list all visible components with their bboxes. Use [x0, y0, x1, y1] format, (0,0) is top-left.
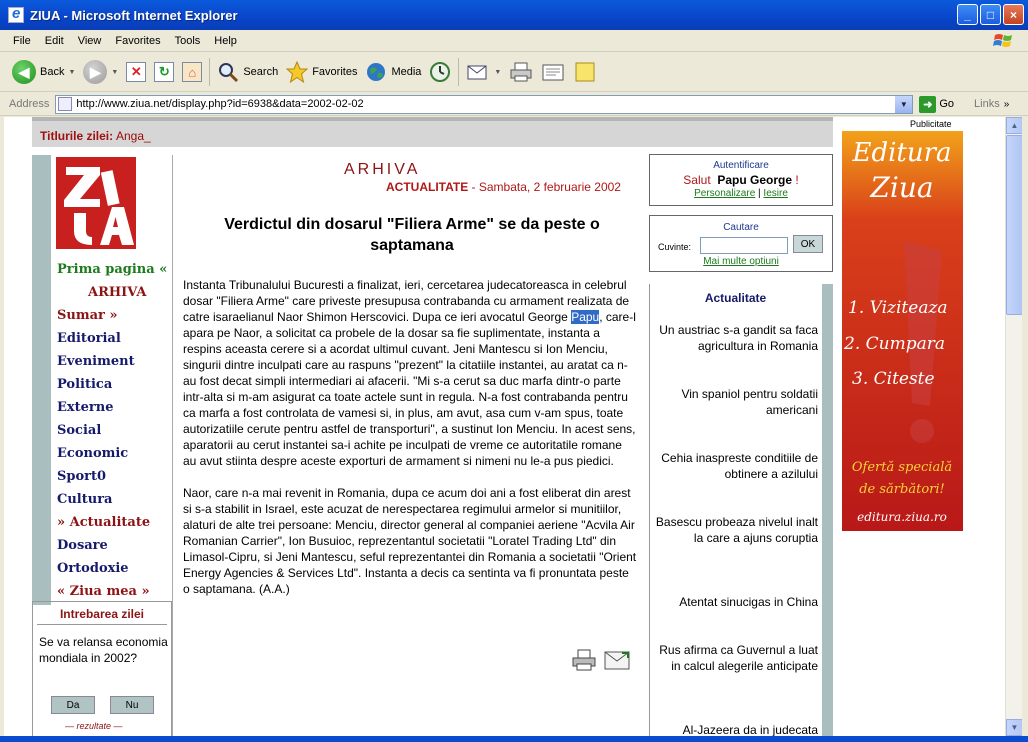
menu-view[interactable]: View: [77, 34, 102, 47]
menu-favorites[interactable]: Favorites: [115, 34, 161, 47]
article-paragraph: Instanta Tribunalului Bucuresti a finalizat, ieri, cercetarea judecatoreasca in celebrul dosar "Filiera Arme" care priveste presupusa contrabanda cu armament realizata de catre isaraelianul Naor Shimon Herscovici. Dupa ce ieri avocatul George Papu, care-l apara pe Naor, a solicitat ca probele de la dosar sa fie suplimentate, instanta a respins aceasta cerere si a acordat ultimul cuvant. Jeni Mantescu si Ion Menciu, singurii dintre inculpati care au raspuns "prezent" la citatiile instantei, au aratat ca n-au fost decat simpli intermediari ai afacerii. "Mi s-a cerut sa duc marfa dintr-o parte intr-alta si m-am asigurat ca toate actele sunt in regula. N-a fost contrabanda pentru ca marfa a fost controlata de vamesi si, in plus, am avut, asa cum v-am spus, toate autorizatiile cerute pentru astfel de transporturi", a sustinut Ion Menciu. In acest sens, aparatorii au cerut instantei sa-i achite pe inculpati de vreme ce autoritatile romane au avut stiinta despre aceste exporturi de armament si nimeni nu le-a pus piedici.: [183, 278, 636, 468]
login-links: Personalizare | Iesire: [694, 188, 788, 199]
related-news-item[interactable]: Al-Jazeera da in judecata: [682, 723, 818, 736]
print-button[interactable]: [505, 55, 537, 89]
editura-ziua-banner[interactable]: [842, 131, 963, 531]
banner-offer-2: de sărbători!: [859, 482, 945, 497]
nav-prima-pagina[interactable]: Prima pagina «: [57, 262, 168, 277]
poll-question: Se va relansa economia mondiala in 2002?: [39, 635, 168, 665]
article-headline: Verdictul din dosarul "Filiera Arme" se da peste o saptamana: [224, 216, 600, 254]
banner-artwork: [842, 131, 963, 531]
stop-button[interactable]: [122, 55, 150, 89]
refresh-button[interactable]: [150, 55, 178, 89]
search-ok-button[interactable]: OK: [793, 235, 823, 253]
nav-externe[interactable]: Externe: [57, 400, 114, 415]
personalize-link[interactable]: Personalizare: [694, 188, 756, 199]
banner-step-1: 1. Viziteaza: [848, 298, 948, 318]
favorites-label: Favorites: [312, 66, 358, 78]
chevron-down-icon[interactable]: ▼: [895, 96, 912, 113]
chevron-down-icon[interactable]: ▼: [494, 68, 502, 76]
related-news-item[interactable]: Basescu probeaza nivelul inalt la care a ajuns coruptia: [655, 515, 818, 545]
window-titlebar[interactable]: [0, 0, 1028, 30]
edit-document-icon: [541, 61, 565, 83]
go-button[interactable]: [919, 96, 954, 113]
scroll-thumb[interactable]: [1006, 135, 1023, 315]
mail-icon: [466, 61, 490, 83]
maximize-button[interactable]: □: [980, 4, 1001, 25]
go-arrow-icon: ➜: [919, 96, 936, 113]
mail-button[interactable]: [462, 55, 505, 89]
nav-arhiva[interactable]: ARHIVA: [88, 285, 147, 300]
nav-politica[interactable]: Politica: [57, 377, 113, 392]
windows-logo-icon: [992, 31, 1018, 51]
edit-button[interactable]: [537, 55, 569, 89]
discuss-button[interactable]: [569, 55, 601, 89]
left-stripe: [32, 155, 51, 605]
home-button[interactable]: [178, 55, 206, 89]
chevron-down-icon[interactable]: ▼: [68, 68, 76, 76]
menu-bar: [0, 30, 1028, 52]
nav-ziua-mea[interactable]: « Ziua mea »: [57, 584, 150, 599]
nav-dosare[interactable]: Dosare: [57, 538, 108, 553]
media-label: Media: [391, 66, 422, 78]
banner-offer-1: Ofertă specială: [851, 460, 953, 475]
chevron-right-icon[interactable]: »: [1003, 98, 1010, 110]
back-label: Back: [40, 66, 65, 78]
related-news-title: Actualitate: [704, 291, 767, 305]
headlines-label: Titlurile zilei:: [40, 129, 114, 143]
menu-edit[interactable]: Edit: [44, 34, 64, 47]
page-viewport: [4, 117, 1005, 736]
left-column-divider: [172, 155, 173, 736]
poll-box: [32, 601, 172, 736]
address-url[interactable]: http://www.ziua.net/display.php?id=6938&data=2002-02-02: [76, 98, 364, 110]
article-date: - Sambata, 2 februarie 2002: [468, 180, 621, 194]
selected-text: Papu: [571, 310, 600, 324]
window-frame: [1022, 117, 1028, 742]
banner-title-2: Ziua: [870, 171, 934, 204]
ziua-logo-mark: [56, 157, 136, 249]
poll-no-button[interactable]: Nu: [110, 696, 154, 714]
article-paragraph: Naor, care n-a mai revenit in Romania, dupa ce acum doi ani a fost eliberat din arest si s-a stabilit in Israel, este acuzat de nerespectarea regimului armelor si munitiilor, alaturi de alte trei persoane: Menciu, director general al companiei aeriene "Acvila Air Romanian Carrier", Ion Busuioc, reprezentantul societatii "Loratel Trading Ltd" din Limasol-Cipru, si Jeni Mantescu, seful reprezentantei din Romania a societatii "Orient Energy Agencies & Services Ltd". Instanta a decis ca sentinta va fi pronuntata peste o saptamana. (A.A.): [183, 486, 637, 596]
refresh-icon: ↻: [154, 62, 174, 82]
headlines-ticker: [32, 117, 833, 147]
section-name: ACTUALITATE: [386, 180, 469, 194]
back-button[interactable]: [8, 55, 79, 89]
search-button[interactable]: [213, 55, 282, 89]
nav-sumar[interactable]: Sumar »: [57, 308, 118, 323]
archive-heading: ARHIVA: [344, 161, 421, 178]
nav-editorial[interactable]: Editorial: [57, 331, 121, 346]
divider: [37, 624, 167, 625]
related-news-item[interactable]: Rus afirma ca Guvernul a luat in calcul alegerile anticipate: [659, 643, 818, 673]
stop-icon: ✕: [126, 62, 146, 82]
advanced-search-link[interactable]: Mai multe optiuni: [703, 256, 779, 267]
links-button[interactable]: Links: [974, 98, 1000, 110]
related-news-item[interactable]: Un austriac s-a gandit sa faca agricultura in Romania: [659, 323, 818, 353]
poll-yes-button[interactable]: Da: [51, 696, 95, 714]
search-title: Cautare: [723, 222, 759, 233]
back-arrow-icon: ◀: [12, 60, 36, 84]
star-icon: [286, 61, 308, 83]
scroll-down-button[interactable]: ▼: [1006, 719, 1023, 736]
poll-title: Intrebarea zilei: [59, 607, 145, 621]
scroll-up-button[interactable]: ▲: [1006, 117, 1023, 134]
menu-file[interactable]: File: [13, 34, 31, 47]
vertical-scrollbar[interactable]: [1005, 117, 1022, 736]
history-icon: [429, 61, 451, 83]
favorites-button[interactable]: [282, 55, 361, 89]
printer-icon: [509, 61, 533, 83]
related-news-item[interactable]: Cehia inaspreste conditiile de obtinere a azilului: [661, 451, 818, 481]
user-name: Papu George: [717, 173, 793, 187]
ad-label: Publicitate: [910, 119, 952, 129]
note-icon: [573, 61, 597, 83]
banner-title-1: Editura: [852, 138, 952, 168]
toolbar-separator: [209, 58, 210, 86]
banner-step-2: 2. Cumpara: [844, 334, 945, 354]
related-news-item[interactable]: Atentat sinucigas in China: [679, 595, 818, 609]
search-words-label: Cuvinte:: [658, 242, 692, 252]
globe-icon: [365, 61, 387, 83]
search-input[interactable]: [700, 237, 788, 254]
related-news-item[interactable]: Vin spaniol pentru soldatii americani: [681, 387, 818, 417]
toolbar: [0, 53, 1028, 92]
address-label: Address: [9, 98, 50, 110]
headlines-ticker-text[interactable]: Anga_: [116, 129, 151, 143]
nav-social[interactable]: Social: [57, 423, 102, 438]
article-body: [183, 277, 637, 613]
dateline: [386, 180, 621, 194]
nav-economic[interactable]: Economic: [57, 446, 129, 461]
address-bar: [0, 93, 1028, 116]
forward-button[interactable]: [79, 55, 122, 89]
login-box: [649, 154, 833, 206]
home-icon: ⌂: [182, 62, 202, 82]
nav-eveniment[interactable]: Eveniment: [57, 354, 135, 369]
forward-arrow-icon: ▶: [83, 60, 107, 84]
login-greeting: Salut Papu George !: [683, 173, 799, 187]
menu-tools[interactable]: Tools: [174, 34, 201, 47]
window-title: ZIUA - Microsoft Internet Explorer: [30, 7, 238, 23]
search-icon: [217, 61, 239, 83]
nav-sport[interactable]: Sport0: [57, 469, 107, 484]
login-title: Autentificare: [713, 160, 769, 171]
nav-actualitate[interactable]: » Actualitate: [57, 515, 151, 530]
minimize-button[interactable]: _: [957, 4, 978, 25]
print-article-icon[interactable]: [572, 649, 596, 671]
logout-link[interactable]: Iesire: [763, 188, 788, 199]
window-bottom-frame: [0, 736, 1028, 742]
go-label: Go: [939, 98, 955, 110]
address-input[interactable]: [55, 95, 913, 114]
section-nav: [57, 258, 167, 603]
media-button[interactable]: [361, 55, 425, 89]
ziua-logo[interactable]: [56, 157, 136, 249]
ie-icon: [8, 7, 24, 23]
right-stripe: [822, 284, 833, 736]
history-button[interactable]: [425, 55, 455, 89]
email-article-icon[interactable]: [604, 651, 630, 670]
chevron-down-icon[interactable]: ▼: [111, 68, 119, 76]
nav-cultura[interactable]: Cultura: [57, 492, 113, 507]
banner-site: editura.ziua.ro: [857, 510, 947, 524]
search-label: Search: [243, 66, 279, 78]
close-button[interactable]: ×: [1003, 4, 1024, 25]
poll-results-link[interactable]: — rezultate —: [65, 721, 123, 731]
site-search-box: [649, 215, 833, 272]
nav-ortodoxie[interactable]: Ortodoxie: [57, 561, 129, 576]
menu-help[interactable]: Help: [214, 34, 237, 47]
toolbar-separator: [458, 58, 459, 86]
page-icon: [58, 97, 72, 111]
banner-step-3: 3. Citeste: [852, 369, 935, 389]
